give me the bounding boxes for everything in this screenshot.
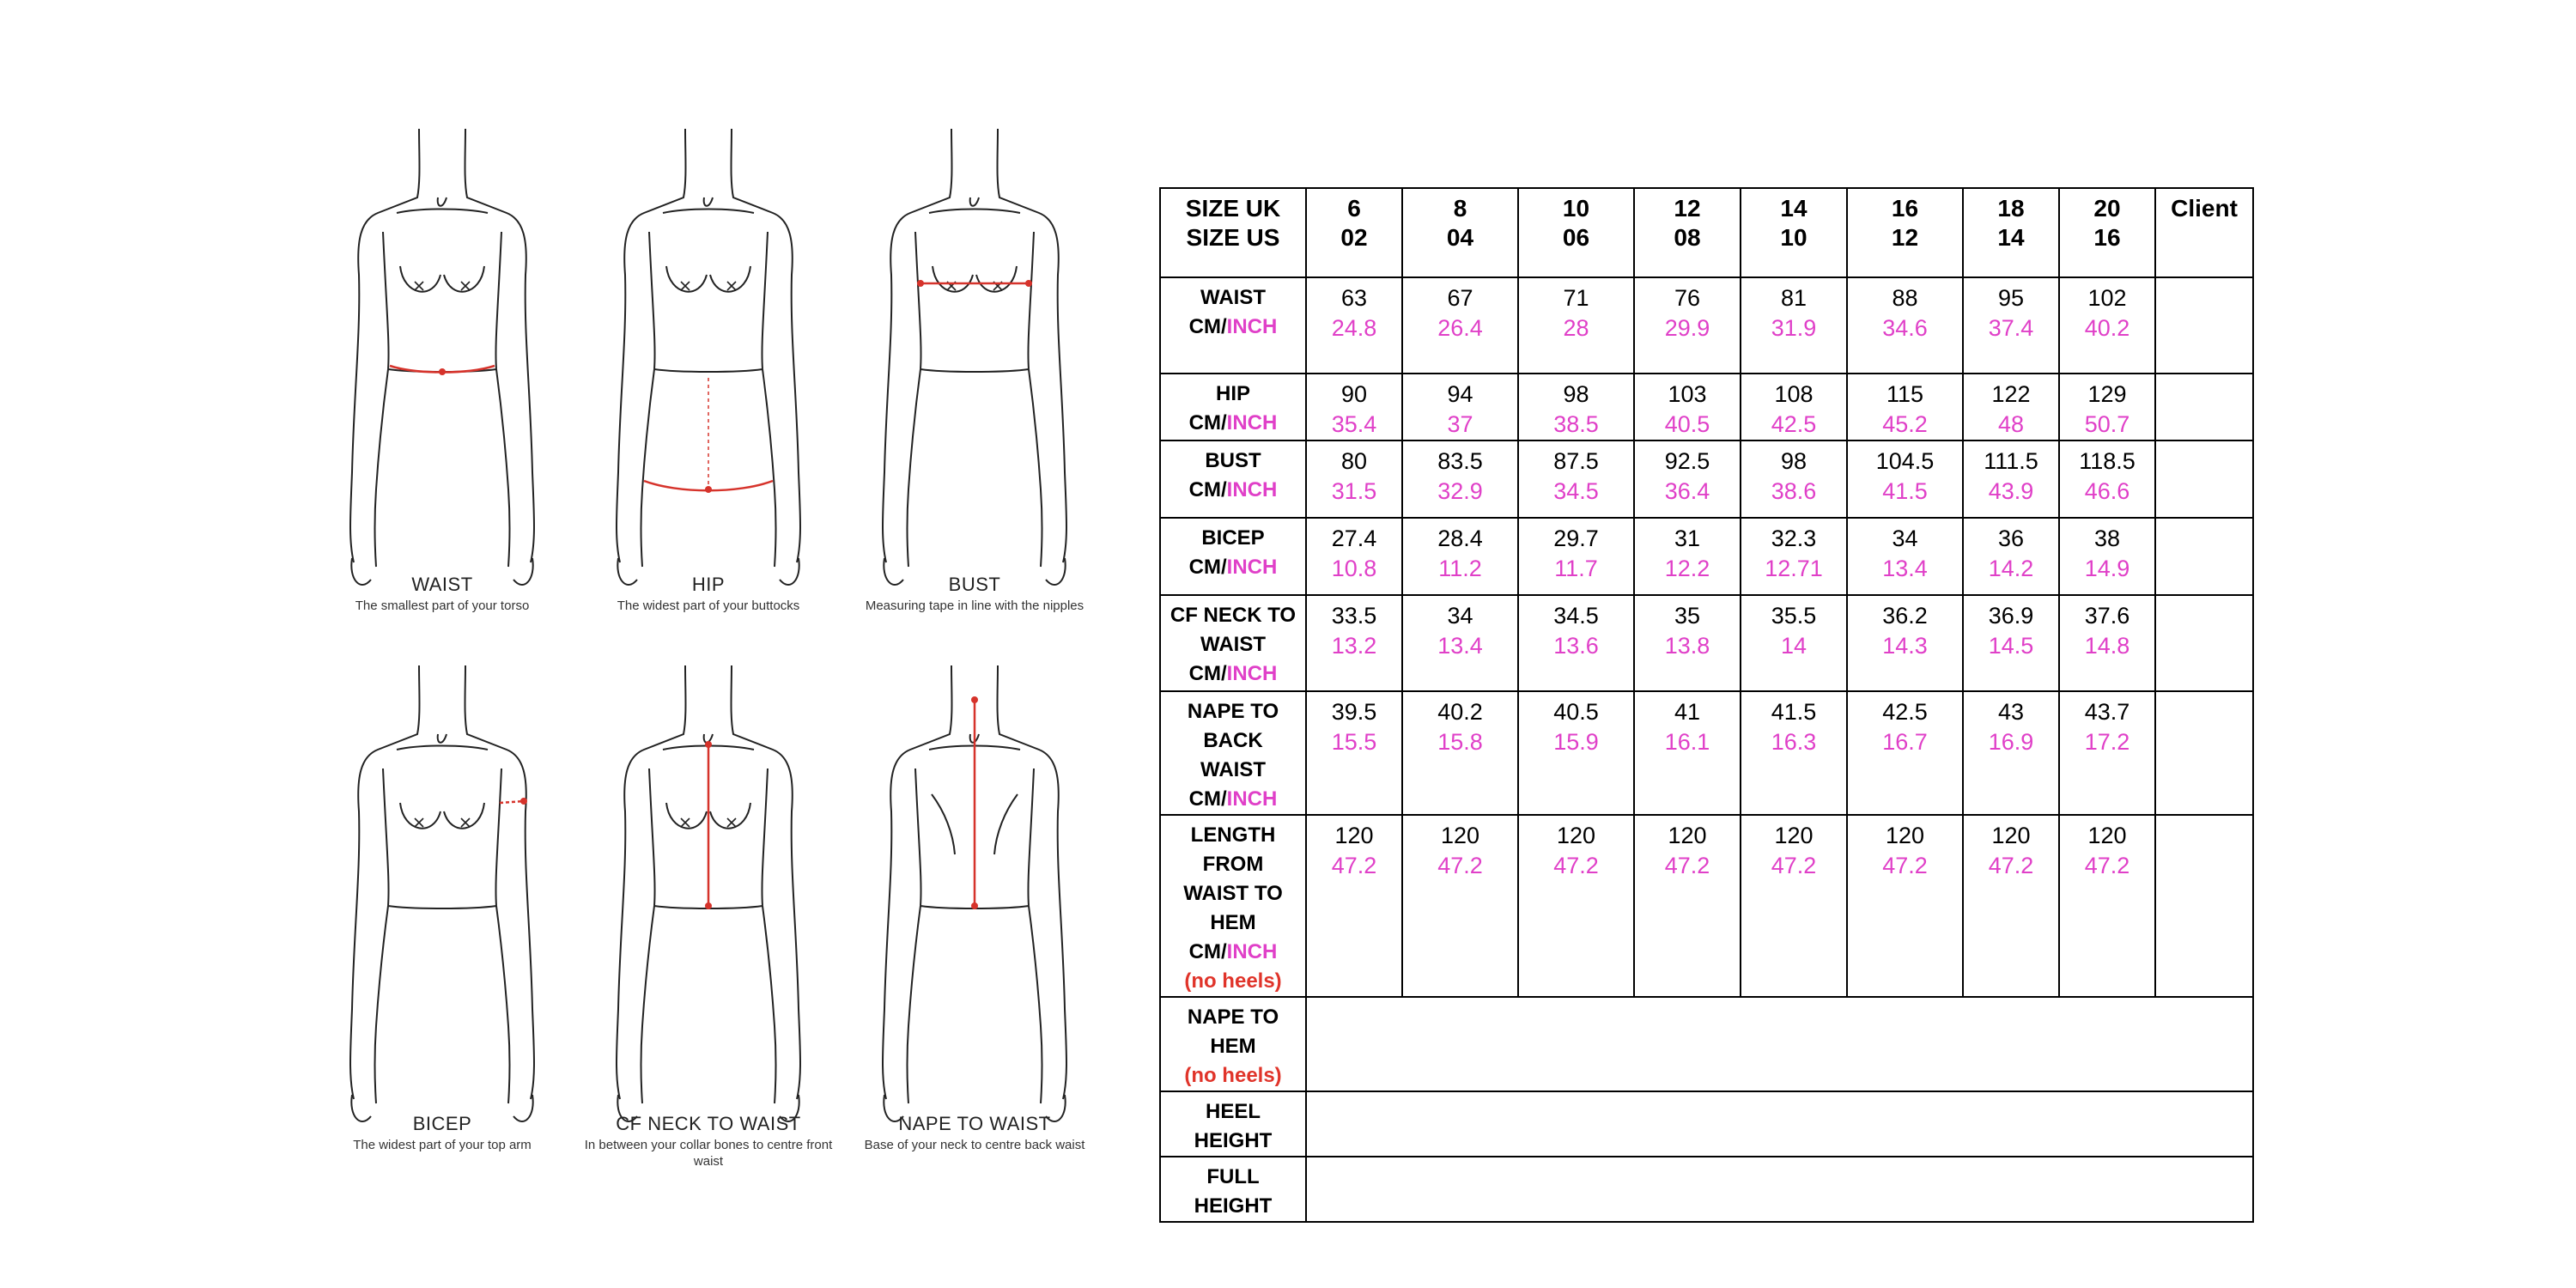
value-cell bbox=[1741, 595, 1847, 691]
inch-value: 38.6 bbox=[1771, 478, 1817, 504]
cm-value: 42.5 bbox=[1882, 699, 1928, 725]
value-cell bbox=[1518, 595, 1634, 691]
inch-value: 41.5 bbox=[1882, 478, 1928, 504]
cm-value: 88 bbox=[1892, 285, 1918, 311]
bicep-description: The widest part of your top arm bbox=[353, 1138, 532, 1152]
value-cell bbox=[1963, 518, 2059, 595]
cm-value: 43.7 bbox=[2084, 699, 2130, 725]
row-label: FULL bbox=[1206, 1165, 1260, 1188]
cm-value: 36 bbox=[1997, 526, 2025, 551]
cfneck-title: CF NECK TO WAIST bbox=[616, 1113, 801, 1134]
bust-caption bbox=[837, 574, 1112, 614]
table-row-extra bbox=[1160, 1091, 2253, 1157]
inch-value: 47.2 bbox=[1882, 853, 1928, 878]
blank-entry-cell[interactable] bbox=[1306, 997, 2253, 1091]
inch-value: 47.2 bbox=[1331, 853, 1377, 878]
size-label: SIZE US bbox=[1186, 224, 1280, 251]
cm-value: 39.5 bbox=[1331, 699, 1377, 725]
row-label-cell bbox=[1160, 691, 1306, 815]
cm-value: 41.5 bbox=[1771, 699, 1817, 725]
inch-value: 38.5 bbox=[1553, 411, 1599, 437]
unit-cm: CM/ bbox=[1188, 556, 1227, 579]
inch-value: 15.9 bbox=[1553, 729, 1599, 755]
cm-value: 120 bbox=[1556, 823, 1596, 848]
inch-value: 12.2 bbox=[1664, 556, 1710, 581]
value-cell bbox=[1634, 691, 1741, 815]
inch-value: 47.2 bbox=[1664, 853, 1710, 878]
hip-title: HIP bbox=[691, 574, 726, 595]
cfneck-caption bbox=[571, 1113, 846, 1170]
value-cell bbox=[1518, 440, 1634, 518]
table-row bbox=[1160, 691, 2253, 815]
inch-value: 14.3 bbox=[1882, 633, 1928, 659]
size-us: 16 bbox=[2093, 224, 2121, 251]
unit-cm: CM/ bbox=[1188, 315, 1227, 338]
waist-description: The smallest part of your torso bbox=[355, 598, 530, 613]
inch-value: 14.8 bbox=[2084, 633, 2130, 659]
cm-value: 98 bbox=[1780, 448, 1807, 474]
bust-description: Measuring tape in line with the nipples bbox=[865, 598, 1084, 613]
unit-label bbox=[1161, 553, 1305, 582]
value-cell bbox=[1306, 277, 1402, 374]
table-row bbox=[1160, 277, 2253, 374]
table-row-extra bbox=[1160, 997, 2253, 1091]
inch-value: 14.9 bbox=[2084, 556, 2130, 581]
inch-value: 26.4 bbox=[1437, 315, 1483, 341]
size-uk: 6 bbox=[1347, 195, 1361, 222]
client-cell[interactable] bbox=[2155, 374, 2253, 440]
size-uk: 12 bbox=[1674, 195, 1701, 222]
size-uk: 20 bbox=[2093, 195, 2121, 222]
inch-value: 34.5 bbox=[1553, 478, 1599, 504]
row-label: NAPE TO bbox=[1187, 700, 1279, 723]
cm-value: 34 bbox=[1892, 526, 1918, 551]
inch-value: 42.5 bbox=[1771, 411, 1817, 437]
client-cell[interactable] bbox=[2155, 815, 2253, 997]
value-cell bbox=[1741, 815, 1847, 997]
cm-value: 28.4 bbox=[1437, 526, 1483, 551]
value-cell bbox=[1847, 595, 1963, 691]
row-label-cell bbox=[1160, 1091, 1306, 1157]
unit-inch: INCH bbox=[1226, 315, 1278, 338]
inch-value: 46.6 bbox=[2084, 478, 2130, 504]
client-cell[interactable] bbox=[2155, 518, 2253, 595]
cm-value: 95 bbox=[1997, 285, 2025, 311]
size-header-cell bbox=[1518, 188, 1634, 277]
inch-value: 11.2 bbox=[1438, 556, 1482, 581]
cm-value: 120 bbox=[1668, 823, 1707, 848]
cm-value: 120 bbox=[1991, 823, 2031, 848]
unit-inch: INCH bbox=[1226, 940, 1278, 963]
value-cell bbox=[1963, 691, 2059, 815]
bust-figure-illustration bbox=[850, 112, 1099, 592]
cm-value: 120 bbox=[2087, 823, 2127, 848]
size-uk: 14 bbox=[1780, 195, 1807, 222]
size-header-cell bbox=[1306, 188, 1402, 277]
value-cell bbox=[1741, 518, 1847, 595]
nape-title: NAPE TO WAIST bbox=[898, 1113, 1051, 1134]
cm-value: 35.5 bbox=[1771, 603, 1817, 629]
row-label-cell bbox=[1160, 1157, 1306, 1222]
unit-inch: INCH bbox=[1226, 556, 1278, 579]
table-header-row bbox=[1160, 188, 2253, 277]
value-cell bbox=[1963, 595, 2059, 691]
value-cell bbox=[1847, 277, 1963, 374]
inch-value: 16.1 bbox=[1664, 729, 1710, 755]
inch-value: 28 bbox=[1563, 315, 1589, 341]
blank-entry-cell[interactable] bbox=[1306, 1157, 2253, 1222]
unit-label bbox=[1161, 476, 1305, 505]
unit-inch: INCH bbox=[1226, 478, 1278, 501]
value-cell bbox=[1963, 815, 2059, 997]
cm-value: 34 bbox=[1447, 603, 1473, 629]
inch-value: 40.2 bbox=[2084, 315, 2130, 341]
size-us: 06 bbox=[1562, 224, 1590, 251]
size-us: 12 bbox=[1891, 224, 1919, 251]
no-heels-note: (no heels) bbox=[1184, 1064, 1282, 1087]
hip-caption bbox=[571, 574, 846, 614]
size-us: 08 bbox=[1674, 224, 1701, 251]
cfneck-figure-illustration bbox=[584, 648, 833, 1129]
blank-entry-cell[interactable] bbox=[1306, 1091, 2253, 1157]
value-cell bbox=[1847, 815, 1963, 997]
size-uk: 8 bbox=[1453, 195, 1467, 222]
inch-value: 47.2 bbox=[1437, 853, 1483, 878]
cm-value: 118.5 bbox=[2079, 448, 2136, 474]
unit-cm: CM/ bbox=[1188, 662, 1227, 685]
value-cell bbox=[1634, 815, 1741, 997]
measurement-guide bbox=[0, 0, 1151, 1288]
table-row bbox=[1160, 595, 2253, 691]
unit-inch: INCH bbox=[1226, 411, 1278, 434]
cm-value: 40.2 bbox=[1437, 699, 1483, 725]
inch-value: 50.7 bbox=[2084, 411, 2130, 437]
cm-value: 108 bbox=[1774, 381, 1814, 407]
value-cell bbox=[1518, 277, 1634, 374]
inch-value: 29.9 bbox=[1664, 315, 1710, 341]
value-cell bbox=[1847, 691, 1963, 815]
inch-value: 47.2 bbox=[2084, 853, 2130, 878]
table-row bbox=[1160, 440, 2253, 518]
value-cell bbox=[1741, 691, 1847, 815]
inch-value: 24.8 bbox=[1331, 315, 1377, 341]
value-cell bbox=[1306, 374, 1402, 440]
client-cell[interactable] bbox=[2155, 440, 2253, 518]
row-label-cell bbox=[1160, 595, 1306, 691]
cm-value: 40.5 bbox=[1553, 699, 1599, 725]
cm-value: 103 bbox=[1668, 381, 1707, 407]
inch-value: 31.9 bbox=[1771, 315, 1817, 341]
row-label: WAIST bbox=[1200, 758, 1266, 781]
inch-value: 13.6 bbox=[1553, 633, 1599, 659]
nape-description: Base of your neck to centre back waist bbox=[864, 1138, 1085, 1152]
size-uk: 16 bbox=[1891, 195, 1919, 222]
inch-value: 11.7 bbox=[1554, 556, 1598, 581]
size-header-cell bbox=[1963, 188, 2059, 277]
cm-value: 76 bbox=[1674, 285, 1701, 311]
cm-value: 29.7 bbox=[1553, 526, 1599, 551]
cm-value: 43 bbox=[1997, 699, 2025, 725]
row-label-cell bbox=[1160, 997, 1306, 1091]
unit-label bbox=[1161, 785, 1305, 814]
inch-value: 15.8 bbox=[1437, 729, 1483, 755]
inch-value: 32.9 bbox=[1437, 478, 1483, 504]
value-cell bbox=[1634, 374, 1741, 440]
value-cell bbox=[2059, 595, 2155, 691]
row-label: HEM bbox=[1210, 1035, 1256, 1058]
size-header-cell bbox=[1634, 188, 1741, 277]
value-cell bbox=[2059, 277, 2155, 374]
value-cell bbox=[1402, 815, 1518, 997]
value-cell bbox=[1518, 815, 1634, 997]
size-header-cell bbox=[1847, 188, 1963, 277]
value-cell bbox=[1518, 518, 1634, 595]
client-cell[interactable] bbox=[2155, 277, 2253, 374]
inch-value: 48 bbox=[1997, 411, 2025, 437]
cm-value: 81 bbox=[1780, 285, 1807, 311]
table-row bbox=[1160, 518, 2253, 595]
value-cell bbox=[1963, 440, 2059, 518]
size-label: SIZE UK bbox=[1185, 195, 1281, 222]
cm-value: 71 bbox=[1563, 285, 1589, 311]
value-cell bbox=[1518, 374, 1634, 440]
cm-value: 92.5 bbox=[1664, 448, 1710, 474]
value-cell bbox=[1634, 595, 1741, 691]
cm-value: 122 bbox=[1991, 381, 2031, 407]
row-label: HEIGHT bbox=[1194, 1129, 1273, 1152]
unit-cm: CM/ bbox=[1188, 478, 1227, 501]
value-cell bbox=[1634, 518, 1741, 595]
row-label-cell bbox=[1160, 440, 1306, 518]
row-label: BUST bbox=[1205, 449, 1261, 472]
inch-value: 34.6 bbox=[1882, 315, 1928, 341]
value-cell bbox=[1402, 518, 1518, 595]
bust-title: BUST bbox=[948, 574, 1001, 595]
nape-figure-illustration bbox=[850, 648, 1099, 1129]
unit-cm: CM/ bbox=[1188, 787, 1227, 811]
value-cell bbox=[1402, 440, 1518, 518]
inch-value: 16.7 bbox=[1882, 729, 1928, 755]
cm-value: 67 bbox=[1447, 285, 1473, 311]
size-header-cell bbox=[1402, 188, 1518, 277]
size-label-cell bbox=[1160, 188, 1306, 277]
value-cell bbox=[2059, 691, 2155, 815]
cm-value: 120 bbox=[1440, 823, 1480, 848]
inch-value: 13.4 bbox=[1882, 556, 1928, 581]
cm-value: 87.5 bbox=[1553, 448, 1599, 474]
unit-label bbox=[1161, 409, 1305, 438]
size-uk: 18 bbox=[1997, 195, 2025, 222]
waist-figure-illustration bbox=[318, 112, 567, 592]
value-cell bbox=[2059, 440, 2155, 518]
value-cell bbox=[1402, 277, 1518, 374]
cfneck-description: In between your collar bones to centre front waist bbox=[584, 1138, 833, 1169]
value-cell bbox=[2059, 815, 2155, 997]
cm-value: 104.5 bbox=[1875, 448, 1935, 474]
value-cell bbox=[1847, 440, 1963, 518]
row-label-cell bbox=[1160, 815, 1306, 997]
size-uk: 10 bbox=[1562, 195, 1590, 222]
row-label: HEM bbox=[1210, 911, 1256, 934]
cm-value: 120 bbox=[1774, 823, 1814, 848]
value-cell bbox=[1741, 374, 1847, 440]
inch-value: 15.5 bbox=[1331, 729, 1377, 755]
row-label: CF NECK TO bbox=[1170, 604, 1297, 627]
inch-value: 36.4 bbox=[1664, 478, 1710, 504]
inch-value: 43.9 bbox=[1988, 478, 2034, 504]
unit-label bbox=[1161, 938, 1305, 967]
unit-cm: CM/ bbox=[1188, 411, 1227, 434]
inch-value: 31.5 bbox=[1331, 478, 1377, 504]
unit-inch: INCH bbox=[1226, 787, 1278, 811]
cm-value: 36.9 bbox=[1988, 603, 2034, 629]
row-label: BICEP bbox=[1201, 526, 1265, 550]
row-label-cell bbox=[1160, 277, 1306, 374]
value-cell bbox=[1963, 374, 2059, 440]
client-cell[interactable] bbox=[2155, 691, 2253, 815]
unit-cm: CM/ bbox=[1188, 940, 1227, 963]
row-label: HEIGHT bbox=[1194, 1194, 1273, 1218]
cm-value: 83.5 bbox=[1437, 448, 1483, 474]
size-us: 04 bbox=[1446, 224, 1474, 251]
value-cell bbox=[1402, 691, 1518, 815]
table-row bbox=[1160, 815, 2253, 997]
client-header: Client bbox=[2155, 188, 2253, 277]
inch-value: 17.2 bbox=[2084, 729, 2130, 755]
value-cell bbox=[1402, 595, 1518, 691]
value-cell bbox=[1963, 277, 2059, 374]
value-cell bbox=[1306, 691, 1402, 815]
cm-value: 80 bbox=[1340, 448, 1368, 474]
row-label: WAIST bbox=[1200, 286, 1266, 309]
cm-value: 32.3 bbox=[1771, 526, 1817, 551]
row-label: HEEL bbox=[1205, 1100, 1261, 1123]
inch-value: 10.8 bbox=[1331, 556, 1377, 581]
cm-value: 33.5 bbox=[1331, 603, 1377, 629]
no-heels-note: (no heels) bbox=[1184, 969, 1282, 993]
inch-value: 37 bbox=[1447, 411, 1473, 437]
value-cell bbox=[1634, 277, 1741, 374]
cm-value: 102 bbox=[2087, 285, 2127, 311]
cm-value: 94 bbox=[1447, 381, 1473, 407]
value-cell bbox=[1847, 374, 1963, 440]
inch-value: 14 bbox=[1780, 633, 1807, 659]
cm-value: 38 bbox=[2093, 526, 2121, 551]
inch-value: 14.5 bbox=[1988, 633, 2034, 659]
row-label-cell bbox=[1160, 518, 1306, 595]
inch-value: 47.2 bbox=[1771, 853, 1817, 878]
row-label: FROM bbox=[1202, 853, 1264, 876]
row-label: WAIST bbox=[1200, 633, 1266, 656]
inch-value: 14.2 bbox=[1988, 556, 2034, 581]
cm-value: 120 bbox=[1885, 823, 1925, 848]
hip-figure-illustration bbox=[584, 112, 833, 592]
size-header-cell bbox=[2059, 188, 2155, 277]
value-cell bbox=[1306, 440, 1402, 518]
inch-value: 45.2 bbox=[1882, 411, 1928, 437]
cm-value: 90 bbox=[1340, 381, 1368, 407]
value-cell bbox=[1306, 815, 1402, 997]
cm-value: 36.2 bbox=[1882, 603, 1928, 629]
bicep-title: BICEP bbox=[412, 1113, 472, 1134]
hip-description: The widest part of your buttocks bbox=[617, 598, 800, 613]
value-cell bbox=[1847, 518, 1963, 595]
cm-value: 34.5 bbox=[1553, 603, 1599, 629]
size-us: 10 bbox=[1780, 224, 1807, 251]
client-cell[interactable] bbox=[2155, 595, 2253, 691]
value-cell bbox=[1518, 691, 1634, 815]
inch-value: 47.2 bbox=[1553, 853, 1599, 878]
value-cell bbox=[1306, 595, 1402, 691]
cm-value: 111.5 bbox=[1984, 448, 2038, 474]
cm-value: 115 bbox=[1886, 381, 1924, 407]
inch-value: 16.3 bbox=[1771, 729, 1817, 755]
value-cell bbox=[1634, 440, 1741, 518]
cm-value: 27.4 bbox=[1331, 526, 1377, 551]
row-label: LENGTH bbox=[1190, 823, 1276, 847]
nape-caption bbox=[837, 1113, 1112, 1153]
unit-label bbox=[1161, 313, 1305, 342]
value-cell bbox=[1306, 518, 1402, 595]
inch-value: 35.4 bbox=[1331, 411, 1377, 437]
bicep-caption bbox=[305, 1113, 580, 1153]
cm-value: 98 bbox=[1563, 381, 1589, 407]
inch-value: 40.5 bbox=[1664, 411, 1710, 437]
inch-value: 37.4 bbox=[1988, 315, 2034, 341]
size-us: 14 bbox=[1997, 224, 2025, 251]
row-label-cell bbox=[1160, 374, 1306, 440]
cm-value: 31 bbox=[1674, 526, 1701, 551]
unit-label bbox=[1161, 659, 1305, 689]
row-label: NAPE TO bbox=[1187, 1005, 1279, 1029]
waist-title: WAIST bbox=[411, 574, 473, 595]
cm-value: 63 bbox=[1340, 285, 1368, 311]
inch-value: 16.9 bbox=[1988, 729, 2034, 755]
row-label: BACK bbox=[1203, 729, 1263, 752]
cm-value: 41 bbox=[1674, 699, 1701, 725]
inch-value: 13.2 bbox=[1331, 633, 1377, 659]
table-row bbox=[1160, 374, 2253, 440]
inch-value: 47.2 bbox=[1988, 853, 2034, 878]
value-cell bbox=[2059, 374, 2155, 440]
size-header-cell bbox=[1741, 188, 1847, 277]
value-cell bbox=[1741, 277, 1847, 374]
unit-inch: INCH bbox=[1226, 662, 1278, 685]
size-chart-table bbox=[1159, 187, 2254, 1223]
cm-value: 129 bbox=[2087, 381, 2127, 407]
inch-value: 12.71 bbox=[1765, 556, 1823, 581]
value-cell bbox=[2059, 518, 2155, 595]
inch-value: 13.8 bbox=[1664, 633, 1710, 659]
cm-value: 35 bbox=[1674, 603, 1701, 629]
waist-caption bbox=[305, 574, 580, 614]
value-cell bbox=[1741, 440, 1847, 518]
table-row-extra bbox=[1160, 1157, 2253, 1222]
size-us: 02 bbox=[1340, 224, 1368, 251]
value-cell bbox=[1402, 374, 1518, 440]
cm-value: 37.6 bbox=[2084, 603, 2130, 629]
cm-value: 120 bbox=[1334, 823, 1374, 848]
row-label: HIP bbox=[1215, 382, 1250, 405]
bicep-figure-illustration bbox=[318, 648, 567, 1129]
row-label: WAIST TO bbox=[1183, 882, 1283, 905]
inch-value: 13.4 bbox=[1437, 633, 1483, 659]
